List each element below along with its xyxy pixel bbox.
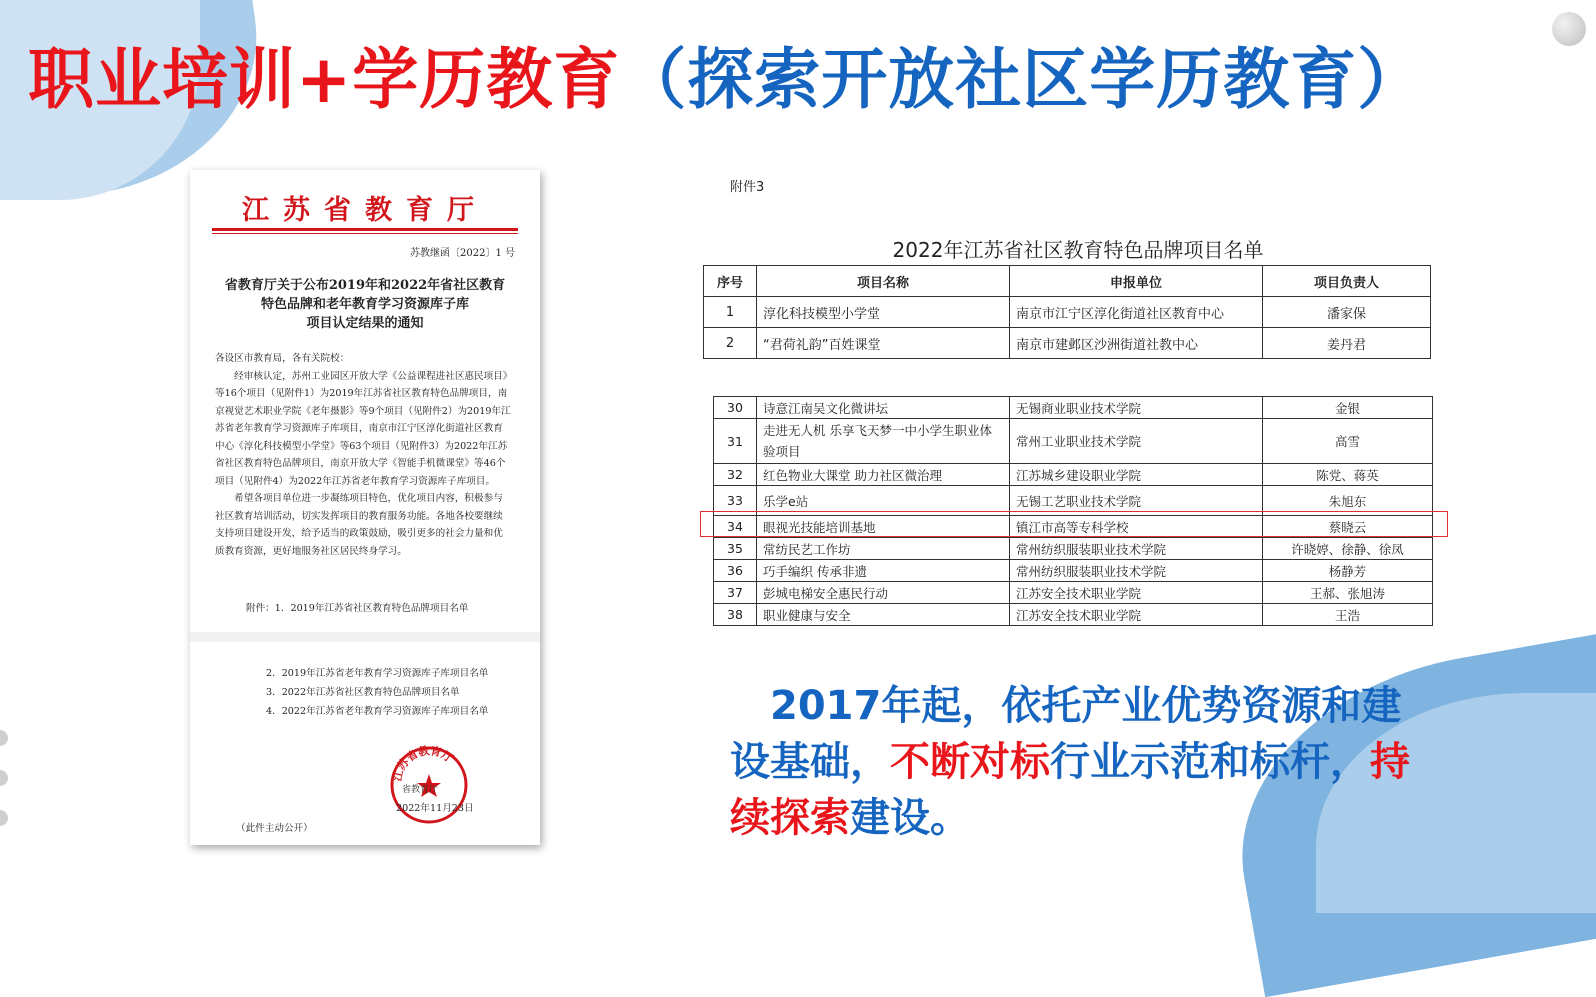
summary-part: 建设。 <box>850 795 970 841</box>
cell-lead: 金银 <box>1263 397 1433 419</box>
table-row <box>714 560 1433 582</box>
decorative-side-dot <box>0 770 8 786</box>
document-number: 苏教继函〔2022〕1 号 <box>410 248 515 259</box>
cell-no: 36 <box>714 560 757 582</box>
document-attachment-item: 3．2022年江苏省社区教育特色品牌项目名单 <box>266 687 460 698</box>
cell-unit: 常州纺织服装职业技术学院 <box>1010 538 1263 560</box>
document-salutation: 各设区市教育局，各有关院校： <box>215 353 350 364</box>
attachment-3-panel <box>688 168 1468 623</box>
attachment-label: 附件3 <box>730 180 765 195</box>
summary-emphasis: 不断对标 <box>890 739 1050 785</box>
cell-lead: 王浩 <box>1263 604 1433 626</box>
cell-lead: 高雪 <box>1263 419 1433 464</box>
document-body <box>215 350 511 560</box>
page-break <box>190 632 540 642</box>
cell-name: 职业健康与安全 <box>757 604 1010 626</box>
cell-lead: 陈党、蒋英 <box>1263 464 1433 486</box>
document-subject-line: 省教育厅关于公布2019年和2022年省社区教育 <box>224 278 506 293</box>
decorative-side-dot <box>0 730 8 746</box>
table-row <box>714 538 1433 560</box>
document-paragraph: 希望各项目单位进一步凝练项目特色，优化项目内容，积极参与社区教育培训活动，切实发挥项目的教育服务功能。各地各校要继续支持项目建设开发，给予适当的政策鼓励，吸引更多的社会力量和优质教育资源，更好地服务社区居民终身学习。 <box>215 493 503 557</box>
cell-name: 眼视光技能培训基地 <box>757 516 1010 538</box>
summary-text <box>730 678 1430 846</box>
cell-unit: 南京市建邺区沙洲街道社教中心 <box>1010 328 1263 359</box>
cell-no: 2 <box>704 328 757 359</box>
cell-no: 35 <box>714 538 757 560</box>
cell-no: 1 <box>704 297 757 328</box>
table-header-row <box>704 266 1431 297</box>
cell-unit: 常州工业职业技术学院 <box>1010 419 1263 464</box>
decorative-dot <box>1552 12 1586 46</box>
cell-name: 巧手编织 传承非遗 <box>757 560 1010 582</box>
document-red-rule <box>212 228 518 231</box>
cell-no: 31 <box>714 419 757 464</box>
seal-text: 江苏省教育厅 <box>390 744 456 783</box>
table-row <box>704 297 1431 328</box>
cell-unit: 无锡工艺职业技术学院 <box>1010 486 1263 516</box>
document-issuer-header: 江苏省教育厅 <box>242 195 488 226</box>
attachment-title: 2022年江苏省社区教育特色品牌项目名单 <box>892 238 1264 262</box>
project-table-top <box>703 265 1431 359</box>
cell-unit: 江苏安全技术职业学院 <box>1010 582 1263 604</box>
slide-title-red: 职业培训+学历教育 <box>28 41 621 118</box>
document-paragraph: 经审核认定，苏州工业园区开放大学《公益课程进社区惠民项目》等16个项目（见附件1）为2019年江苏省社区教育特色品牌项目，南京视觉艺术职业学院《老年摄影》等9个项目（见附件2）为2019年江苏省老年教育学习资源库子库项目，南京市江宁区淳化街道社区教育中心《淳化科技模型小学堂》等63个项目（见附件3）为2022年江苏省社区教育特色品牌项目，南京开放大学《智能手机微课堂》等46个项目（见附件4）为2022年江苏省老年教育学习资源库子库项目。 <box>215 370 511 487</box>
cell-name: 常纺民艺工作坊 <box>757 538 1010 560</box>
seal-overlay-text: 省教育厅 <box>402 785 439 795</box>
cell-no: 30 <box>714 397 757 419</box>
cell-no: 37 <box>714 582 757 604</box>
cell-unit: 南京市江宁区淳化街道社区教育中心 <box>1010 297 1263 328</box>
slide-title <box>28 26 1424 121</box>
cell-unit: 常州纺织服装职业技术学院 <box>1010 560 1263 582</box>
table-row <box>714 397 1433 419</box>
document-footer: （此件主动公开） <box>236 823 313 834</box>
cell-name: “君荷礼韵”百姓课堂 <box>757 328 1010 359</box>
cell-lead: 朱旭东 <box>1263 486 1433 516</box>
cell-name: 淳化科技模型小学堂 <box>757 297 1010 328</box>
cell-no: 33 <box>714 486 757 516</box>
decorative-side-dot <box>0 810 8 826</box>
cell-lead: 姜丹君 <box>1263 328 1431 359</box>
document-subject-line: 特色品牌和老年教育学习资源库子库 <box>260 297 469 312</box>
document-attachment-item: 4．2022年江苏省老年教育学习资源库子库项目名单 <box>266 706 489 717</box>
cell-unit: 镇江市高等专科学校 <box>1010 516 1263 538</box>
summary-emphasis: 持续探索 <box>730 739 1410 841</box>
column-header: 项目负责人 <box>1263 266 1431 297</box>
table-row <box>704 328 1431 359</box>
cell-lead: 杨静芳 <box>1263 560 1433 582</box>
table-row <box>714 464 1433 486</box>
cell-unit: 江苏安全技术职业学院 <box>1010 604 1263 626</box>
cell-name: 红色物业大课堂 助力社区微治理 <box>757 464 1010 486</box>
table-row <box>714 604 1433 626</box>
table-row <box>714 419 1433 464</box>
document-attachment-list <box>266 664 488 721</box>
table-row <box>714 582 1433 604</box>
column-header: 序号 <box>704 266 757 297</box>
cell-name: 走进无人机 乐享飞天梦一中小学生职业体验项目 <box>757 419 1010 464</box>
cell-unit: 无锡商业职业技术学院 <box>1010 397 1263 419</box>
column-header: 项目名称 <box>757 266 1010 297</box>
cell-lead: 潘家保 <box>1263 297 1431 328</box>
column-header: 申报单位 <box>1010 266 1263 297</box>
summary-part: 行业示范和标杆， <box>1050 739 1370 785</box>
cell-no: 32 <box>714 464 757 486</box>
slide-title-blue: （探索开放社区学历教育） <box>620 41 1425 118</box>
document-attachment-first: 附件：1．2019年江苏省社区教育特色品牌项目名单 <box>246 603 469 614</box>
cell-name: 乐学e站 <box>757 486 1010 516</box>
cell-unit: 江苏城乡建设职业学院 <box>1010 464 1263 486</box>
cell-no: 38 <box>714 604 757 626</box>
document-attachment-item: 2．2019年江苏省老年教育学习资源库子库项目名单 <box>266 668 489 679</box>
cell-lead: 许晓婷、徐静、徐凤 <box>1263 538 1433 560</box>
highlight-box <box>700 511 1448 537</box>
document-subject-line: 项目认定结果的通知 <box>306 316 424 331</box>
document-date: 2022年11月23日 <box>396 803 474 814</box>
document-red-rule-thin <box>212 233 518 234</box>
summary-part: 2017年起，依托产业优势资源和建设基础， <box>730 683 1402 785</box>
document-subject <box>210 276 520 333</box>
cell-no: 34 <box>714 516 757 538</box>
cell-name: 彭城电梯安全惠民行动 <box>757 582 1010 604</box>
official-notice-document <box>190 170 540 845</box>
cell-lead: 蔡晓云 <box>1263 516 1433 538</box>
cell-name: 诗意江南吴文化微讲坛 <box>757 397 1010 419</box>
cell-lead: 王郝、张旭涛 <box>1263 582 1433 604</box>
